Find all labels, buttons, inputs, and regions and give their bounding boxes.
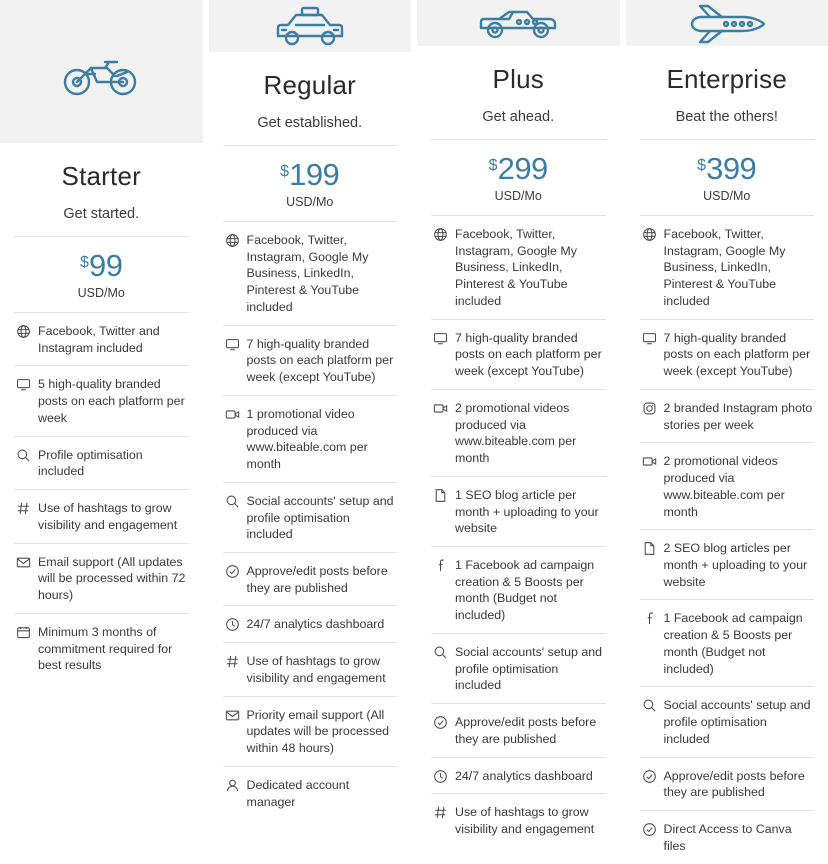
plan-card-starter: [0, 0, 203, 768]
price-period: USD/Mo: [640, 189, 815, 203]
feature-item: [223, 325, 398, 395]
plan-name: Plus: [431, 64, 606, 95]
feature-item: [14, 312, 189, 365]
clock-icon: [225, 617, 240, 632]
monitor-icon: [225, 337, 240, 352]
plan-body: [417, 46, 620, 847]
feature-text: 5 high-quality branded posts on each platform per week: [38, 376, 189, 426]
check-circle-icon: [642, 822, 657, 837]
feature-item: [223, 221, 398, 325]
monitor-icon: [433, 331, 448, 346]
feature-item: [640, 757, 815, 810]
magnifier-icon: [433, 645, 448, 660]
price-currency: $: [80, 254, 89, 271]
feature-text: Facebook, Twitter, Instagram, Google My Business, LinkedIn, Pinterest & YouTube included: [664, 226, 815, 310]
feature-text: Priority email support (All updates will be processed within 48 hours): [247, 707, 398, 757]
price-period: USD/Mo: [223, 195, 398, 209]
feature-item: [223, 766, 398, 819]
feature-item: [640, 215, 815, 319]
magnifier-icon: [225, 494, 240, 509]
feature-text: Minimum 3 months of commitment required for best results: [38, 624, 189, 674]
feature-text: 24/7 analytics dashboard: [455, 768, 606, 785]
video-icon: [225, 407, 240, 422]
feature-text: 2 promotional videos produced via www.biteable.com per month: [455, 400, 606, 467]
plan-tagline: Get established.: [223, 115, 398, 131]
feature-item: [640, 529, 815, 599]
feature-item: [640, 599, 815, 686]
feature-item: [431, 757, 606, 794]
price-amount: 399: [706, 151, 756, 186]
globe-icon: [225, 233, 240, 248]
plan-price: [640, 140, 815, 215]
motorcycle-icon: [0, 0, 203, 143]
feature-list: [223, 221, 398, 819]
price-currency: $: [697, 157, 706, 174]
feature-text: 7 high-quality branded posts on each platform per week (except YouTube): [247, 336, 398, 386]
feature-item: [640, 442, 815, 529]
monitor-icon: [642, 331, 657, 346]
feature-text: Use of hashtags to grow visibility and engagement: [455, 804, 606, 837]
feature-text: Social accounts' setup and profile optimisation included: [247, 493, 398, 543]
price-currency: $: [489, 157, 498, 174]
envelope-icon: [16, 555, 31, 570]
plan-price: [14, 237, 189, 312]
feature-item: [14, 543, 189, 613]
plan-body: [209, 52, 412, 819]
price-amount: 99: [89, 248, 122, 283]
plan-body: [626, 46, 828, 864]
race-car-icon: [417, 0, 620, 46]
video-icon: [642, 454, 657, 469]
feature-item: [223, 552, 398, 605]
feature-text: Use of hashtags to grow visibility and engagement: [38, 500, 189, 533]
feature-text: 7 high-quality branded posts on each platform per week (except YouTube): [455, 330, 606, 380]
feature-list: [14, 312, 189, 683]
feature-item: [431, 703, 606, 756]
hashtag-icon: [225, 654, 240, 669]
instagram-icon: [642, 401, 657, 416]
globe-icon: [642, 227, 657, 242]
globe-icon: [16, 324, 31, 339]
check-circle-icon: [225, 564, 240, 579]
feature-item: [14, 613, 189, 683]
plan-price: [431, 140, 606, 215]
feature-text: 1 Facebook ad campaign creation & 5 Boosts per month (Budget not included): [455, 557, 606, 624]
feature-text: 2 branded Instagram photo stories per week: [664, 400, 815, 433]
feature-item: [14, 365, 189, 435]
user-icon: [225, 778, 240, 793]
plan-card-enterprise: [626, 0, 828, 768]
feature-item: [431, 476, 606, 546]
feature-text: 1 Facebook ad campaign creation & 5 Boosts per month (Budget not included): [664, 610, 815, 677]
magnifier-icon: [642, 698, 657, 713]
feature-item: [223, 696, 398, 766]
plan-body: [0, 143, 203, 768]
plan-name: Enterprise: [640, 64, 815, 95]
document-icon: [433, 488, 448, 503]
plan-tagline: Get started.: [14, 206, 189, 222]
feature-text: Approve/edit posts before they are published: [247, 563, 398, 596]
taxi-icon: [209, 0, 412, 52]
document-icon: [642, 541, 657, 556]
feature-text: Use of hashtags to grow visibility and engagement: [247, 653, 398, 686]
hashtag-icon: [433, 805, 448, 820]
feature-text: Facebook, Twitter and Instagram included: [38, 323, 189, 356]
price-period: USD/Mo: [14, 286, 189, 300]
feature-text: Facebook, Twitter, Instagram, Google My Business, LinkedIn, Pinterest & YouTube included: [455, 226, 606, 310]
feature-text: 1 SEO blog article per month + uploading to your website: [455, 487, 606, 537]
plan-tagline: Get ahead.: [431, 109, 606, 125]
price-currency: $: [280, 163, 289, 180]
feature-item: [223, 482, 398, 552]
feature-text: Approve/edit posts before they are published: [664, 768, 815, 801]
check-circle-icon: [433, 715, 448, 730]
price-amount: 199: [289, 157, 339, 192]
feature-list: [431, 215, 606, 847]
facebook-icon: [642, 611, 657, 626]
feature-item: [223, 605, 398, 642]
plan-card-plus: [417, 0, 620, 768]
feature-item: [431, 319, 606, 389]
feature-text: Email support (All updates will be processed within 72 hours): [38, 554, 189, 604]
airplane-icon: [626, 0, 828, 46]
price-amount: 299: [498, 151, 548, 186]
plan-name: Starter: [14, 161, 189, 192]
feature-text: Direct Access to Canva files: [664, 821, 815, 854]
feature-text: 2 promotional videos produced via www.biteable.com per month: [664, 453, 815, 520]
feature-text: 7 high-quality branded posts on each platform per week (except YouTube): [664, 330, 815, 380]
feature-item: [223, 642, 398, 695]
feature-text: 1 promotional video produced via www.biteable.com per month: [247, 406, 398, 473]
feature-text: 24/7 analytics dashboard: [247, 616, 398, 633]
feature-text: Facebook, Twitter, Instagram, Google My Business, LinkedIn, Pinterest & YouTube included: [247, 232, 398, 316]
feature-item: [640, 389, 815, 442]
feature-item: [640, 319, 815, 389]
check-circle-icon: [642, 769, 657, 784]
feature-text: Approve/edit posts before they are published: [455, 714, 606, 747]
feature-item: [431, 793, 606, 846]
feature-item: [640, 686, 815, 756]
plan-name: Regular: [223, 70, 398, 101]
globe-icon: [433, 227, 448, 242]
feature-item: [431, 546, 606, 633]
feature-text: Profile optimisation included: [38, 447, 189, 480]
plan-price: [223, 146, 398, 221]
calendar-icon: [16, 625, 31, 640]
feature-text: 2 SEO blog articles per month + uploading to your website: [664, 540, 815, 590]
plan-tagline: Beat the others!: [640, 109, 815, 125]
video-icon: [433, 401, 448, 416]
feature-list: [640, 215, 815, 864]
clock-icon: [433, 769, 448, 784]
feature-item: [431, 215, 606, 319]
feature-item: [223, 395, 398, 482]
feature-item: [431, 389, 606, 476]
feature-item: [640, 810, 815, 863]
plan-card-regular: [209, 0, 412, 768]
feature-text: Dedicated account manager: [247, 777, 398, 810]
feature-text: Social accounts' setup and profile optimisation included: [664, 697, 815, 747]
feature-text: Social accounts' setup and profile optimisation included: [455, 644, 606, 694]
price-period: USD/Mo: [431, 189, 606, 203]
monitor-icon: [16, 377, 31, 392]
magnifier-icon: [16, 448, 31, 463]
hashtag-icon: [16, 501, 31, 516]
facebook-icon: [433, 558, 448, 573]
feature-item: [14, 436, 189, 489]
envelope-icon: [225, 708, 240, 723]
feature-item: [14, 489, 189, 542]
feature-item: [431, 633, 606, 703]
